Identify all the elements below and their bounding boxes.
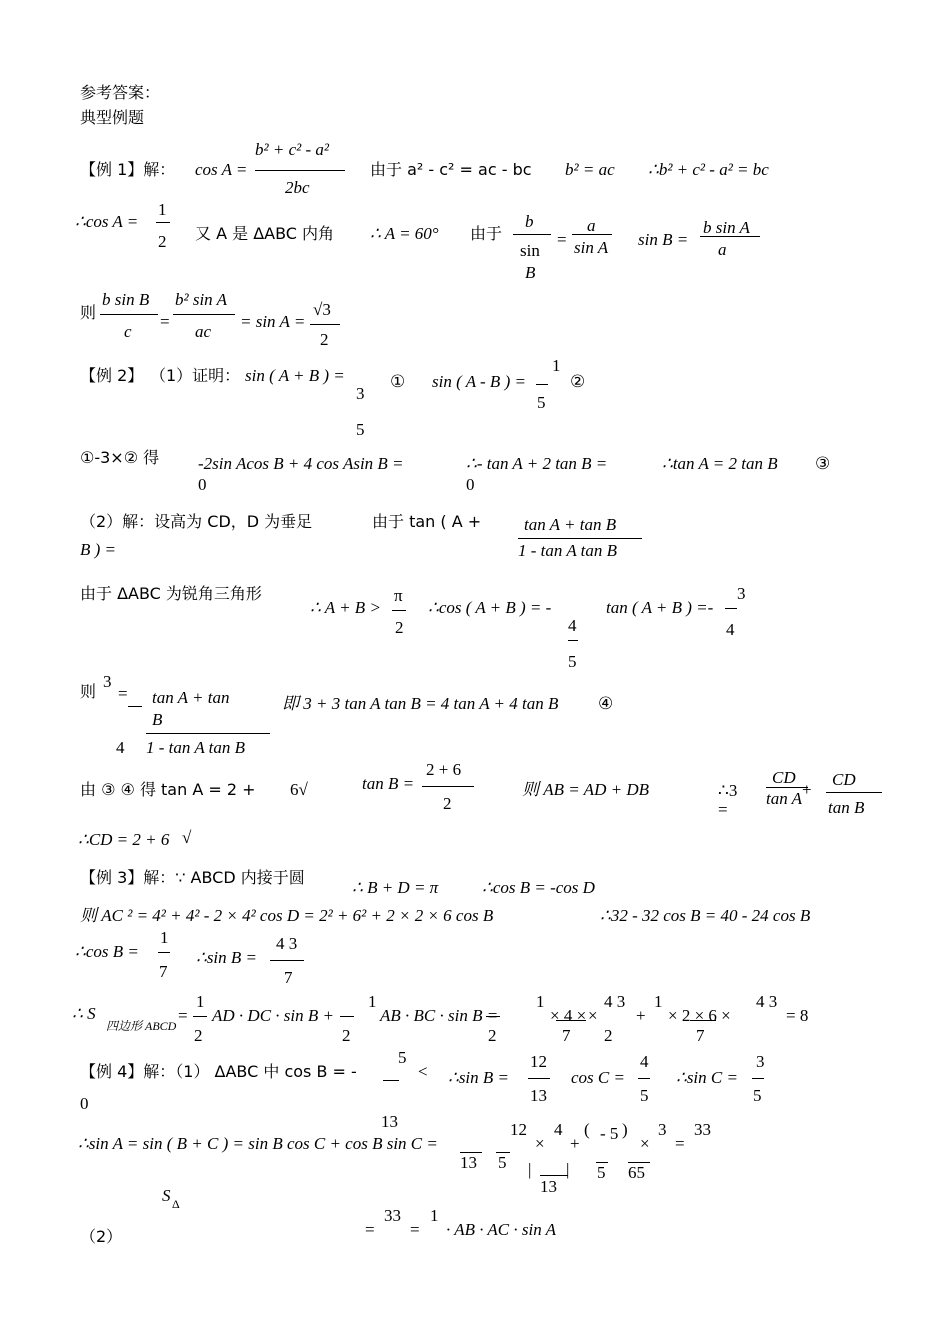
ex1-bsinA: b sin A xyxy=(703,218,750,237)
ex1-sqrt-bar xyxy=(310,324,340,325)
ex4-f4d: 5 xyxy=(597,1163,606,1182)
ex1-eq-sinA: = sin A = xyxy=(240,312,306,331)
ex1-b2sinA: b² sin A xyxy=(175,290,228,309)
ex4-five: 5 xyxy=(398,1048,407,1067)
ex2-plus: + xyxy=(802,780,812,799)
ex4-f3-bar xyxy=(540,1175,568,1176)
ex3-half1-bar xyxy=(193,1016,207,1017)
bracket-lower-right-icon: | xyxy=(566,1160,570,1179)
ex2-circ3: ③ xyxy=(815,454,831,473)
ex1-bsinB: b sin B xyxy=(102,290,150,309)
ex2-deriv: ①-3×② 得 xyxy=(80,448,160,467)
ex2-tanB-num: 2 + 6 xyxy=(426,760,462,779)
ex2-eqm-bar xyxy=(128,706,142,707)
ex3-term2: AB · BC · sin B = xyxy=(380,1006,499,1025)
ex3-result: = 8 xyxy=(786,1006,809,1025)
ex3-half1-den: 2 xyxy=(194,1026,203,1045)
ex4-rd: 65 xyxy=(628,1163,645,1182)
ex4-cosC-num: 4 xyxy=(640,1052,649,1071)
ex4-lt: < xyxy=(418,1062,428,1081)
ex2-zero1: 0 xyxy=(198,475,207,494)
ex1-half-num: 1 xyxy=(158,200,167,219)
ex1-c-den: c xyxy=(124,322,132,341)
ex2-acute: 由于 ΔABC 为锐角三角形 xyxy=(80,584,262,603)
ex3-half2-den: 2 xyxy=(342,1026,351,1045)
ex2-part1: （1）证明： xyxy=(150,366,241,385)
ex4-sinC: ∴sin C = xyxy=(676,1068,738,1087)
ex3-fs-den: 7 xyxy=(562,1026,571,1045)
ex2-tanA: tan A xyxy=(766,789,803,808)
ex4-eqr: = xyxy=(675,1134,685,1153)
ex2-one: 1 xyxy=(552,356,561,375)
ex4-sinB: ∴sin B = xyxy=(448,1068,510,1087)
ex2-pi-den: 2 xyxy=(395,618,404,637)
ex2-tanApB2: tan ( A + B ) =- xyxy=(606,598,714,617)
ex2-six xyxy=(290,780,308,800)
ex4-AB-AC: · AB · AC · sin A xyxy=(446,1220,557,1239)
ex1-sqrt3 xyxy=(313,300,331,320)
ex2-tanfrac-bar xyxy=(146,733,270,734)
ex2-CD2: CD xyxy=(832,770,856,789)
ex4-eq2: = xyxy=(410,1220,420,1239)
ex3-fs-bar xyxy=(556,1020,586,1021)
ex4-sinB-den: 13 xyxy=(530,1086,547,1105)
ex2-eqn2: ∴- tan A + 2 tan B = xyxy=(466,454,608,473)
ex4-f2n: 4 xyxy=(554,1120,563,1139)
ex4-zero: 0 xyxy=(80,1094,89,1113)
ex2-three2-bar xyxy=(725,608,737,609)
ex4-f1n: 12 xyxy=(510,1120,527,1139)
ex3-half3-bar xyxy=(486,1016,500,1017)
ex4-sinC-den: 5 xyxy=(753,1086,762,1105)
ex3-half2-num: 1 xyxy=(368,992,377,1011)
ex3-cosB-val: ∴cos B = xyxy=(75,942,139,961)
ex4-f2d: 5 xyxy=(498,1153,507,1172)
ex3-one-bar xyxy=(158,952,170,953)
sqrt-icon: √ xyxy=(298,780,308,799)
ex1-cosA-val: ∴cos A = xyxy=(75,212,139,231)
ex1-a-den: a xyxy=(718,240,727,259)
ex2-sinAmB: sin ( A - B ) = xyxy=(432,372,526,391)
ex3-half3-num: 1 xyxy=(536,992,545,1011)
answer-title: 参考答案： xyxy=(80,83,161,102)
ex2-then: 则 xyxy=(80,682,97,701)
ex3-sinB-val: ∴sin B = xyxy=(196,948,258,967)
ex3-times4: × 4 × xyxy=(550,1006,587,1025)
ex2-ApB: ∴ A + B > xyxy=(310,598,381,617)
section-subtitle: 典型例题 xyxy=(80,108,145,127)
ex2-CD2-bar xyxy=(826,792,882,793)
ex4-f3n: - 5 xyxy=(600,1124,619,1143)
ex2-four: 4 xyxy=(568,616,577,635)
ex3-eq32: ∴32 - 32 cos B = 40 - 24 cos B xyxy=(600,906,811,925)
ex3-half1-num: 1 xyxy=(196,992,205,1011)
ex1-therefore: ∴b² + c² - a² = bc xyxy=(648,160,769,179)
ex3-sinB-bar xyxy=(270,960,304,961)
ex2-CD1: CD xyxy=(772,768,796,787)
ex2-four-bar xyxy=(568,640,578,641)
ex1-frac-bar xyxy=(255,170,345,171)
ex4-S: S xyxy=(162,1186,171,1205)
ex2-three: 3 xyxy=(356,384,365,403)
ex2-five: 5 xyxy=(356,420,365,439)
ex3-fs2-den: 7 xyxy=(696,1026,705,1045)
ex4-five-bar xyxy=(383,1080,399,1081)
ex3-sinB-den: 7 xyxy=(284,968,293,987)
ex2-cosApB: ∴cos ( A + B ) = - xyxy=(428,598,552,617)
ex1-then: 则 xyxy=(80,303,97,322)
ex4-f4n: 3 xyxy=(658,1120,667,1139)
ex2-therefore3: ∴3 xyxy=(718,781,738,800)
ex2-tanApB: 由于 tan ( A + xyxy=(372,512,482,531)
ex4-thirteen: 13 xyxy=(381,1112,398,1131)
ex4-rn: 33 xyxy=(694,1120,711,1139)
ex1-eq: = xyxy=(557,230,567,249)
ex3-cosB: ∴cos B = -cos D xyxy=(482,878,595,897)
ex4-times1: × xyxy=(535,1134,545,1153)
ex4-f3d: 13 xyxy=(540,1177,557,1196)
ex2-eqn3: ∴tan A = 2 tan B xyxy=(662,454,778,473)
ex1-also: 又 A 是 ΔABC 内角 xyxy=(195,224,335,243)
ex1-ac-den: ac xyxy=(195,322,212,341)
ex3-eqS: = xyxy=(178,1006,188,1025)
ex1-two: 2 xyxy=(320,330,329,349)
ex2-tan-den: 1 - tan A tan B xyxy=(518,541,618,560)
ex3-BD: ∴ B + D = π xyxy=(352,878,439,897)
bracket-lower-left-icon: | xyxy=(528,1160,532,1179)
ex1-sinB-den1: sin xyxy=(520,241,540,260)
bracket-open-icon: ( xyxy=(584,1120,590,1139)
ex2-tanB-den: 2 xyxy=(443,794,452,813)
ex3-times2: × 2 × 6 × xyxy=(668,1006,731,1025)
ex2-tanfrac-num2: B xyxy=(152,710,163,729)
ex2-three2: 3 xyxy=(737,584,746,603)
bracket-close-icon: ) xyxy=(622,1120,628,1139)
ex2-ie: 即 3 + 3 tan A tan B = 4 tan A + 4 tan B xyxy=(282,694,559,713)
ex2-tan-num: tan A + tan B xyxy=(524,515,617,534)
ex4-half: 1 xyxy=(430,1206,439,1225)
ex4-cosC-bar xyxy=(638,1078,650,1079)
ex2-five2: 5 xyxy=(537,393,546,412)
ex2-one-bar xyxy=(536,384,548,385)
ex1-A60: ∴ A = 60° xyxy=(370,224,439,243)
ex3-half3-den: 2 xyxy=(488,1026,497,1045)
ex3-S: ∴ S xyxy=(72,1004,96,1023)
ex3-S-sub: 四边形 ABCD xyxy=(106,1019,177,1033)
ex4-Sdelta: Δ xyxy=(172,1197,180,1211)
ex2-from34: 由 ③ ④ 得 tan A = 2 + xyxy=(80,780,256,799)
ex3-plus-half-den: 2 xyxy=(604,1026,613,1045)
ex2-eqn1: -2sin Acos B + 4 cos Asin B = xyxy=(198,454,404,473)
ex2-tanfrac-num1: tan A + tan xyxy=(152,688,230,707)
ex1-cosA: cos A = xyxy=(195,160,248,179)
ex4-S33: 33 xyxy=(384,1206,401,1225)
ex2-pi-bar xyxy=(392,610,406,611)
ex2-pi: π xyxy=(394,586,403,605)
ex4-label: 【例 4】解：（1） ΔABC 中 cos B = - xyxy=(80,1062,357,1081)
ex4-cosC-den: 5 xyxy=(640,1086,649,1105)
ex2-eq3: = xyxy=(718,800,728,819)
ex2-six-val: 6 xyxy=(290,780,299,799)
ex3-one: 1 xyxy=(160,928,169,947)
ex2-tanB-bar xyxy=(422,786,474,787)
ex1-sinA: sin A xyxy=(574,238,609,257)
ex2-tanfrac-den: 1 - tan A tan B xyxy=(146,738,246,757)
ex2-B-close: B ) = xyxy=(80,540,117,559)
ex1-frac-num: b² + c² - a² xyxy=(255,140,329,159)
ex1-bsinA-bar xyxy=(700,236,760,237)
ex3-seven: 7 xyxy=(159,962,168,981)
ex3-times-b: × xyxy=(588,1006,598,1025)
ex2-four2: 4 xyxy=(726,620,735,639)
ex2-label: 【例 2】 xyxy=(80,366,144,385)
ex1-frac-b-bar xyxy=(513,234,551,235)
ex2-circ1: ① xyxy=(390,372,406,391)
ex1-frac-a-bar xyxy=(572,234,612,235)
ex1-frac-a: a xyxy=(587,216,596,235)
ex1-b2: b² = ac xyxy=(565,160,615,179)
ex4-times2: × xyxy=(640,1134,650,1153)
sqrt-icon: √ xyxy=(182,828,192,847)
ex1-sqrt3-val: 3 xyxy=(322,300,331,319)
ex3-AC: 则 AC ² = 4² + 4² - 2 × 4² cos D = 2² + 6² + 2 × 2 × 6 cos B xyxy=(80,906,494,925)
ex2-tanB: tan B = xyxy=(362,774,415,793)
ex1-label: 【例 1】解： xyxy=(80,160,176,179)
ex2-eqm: = xyxy=(118,684,128,703)
ex4-plus: + xyxy=(570,1134,580,1153)
ex2-CDval: ∴CD = 2 + 6 xyxy=(78,830,170,849)
ex1-given: 由于 a² - c² = ac - bc xyxy=(370,160,532,179)
ex2-AB: 则 AB = AD + DB xyxy=(522,780,649,799)
ex2-part2: （2）解：设高为 CD，D 为垂足 xyxy=(80,512,313,531)
ex2-four3: 4 xyxy=(116,738,125,757)
ex4-sinC-num: 3 xyxy=(756,1052,765,1071)
ex3-label: 【例 3】解：∵ ABCD 内接于圆 xyxy=(80,868,305,887)
ex4-cosC: cos C = xyxy=(571,1068,625,1087)
ex2-circ4: ④ xyxy=(598,694,614,713)
ex2-tan-bar xyxy=(518,538,642,539)
ex1-since: 由于 xyxy=(470,224,503,243)
ex1-half-bar xyxy=(156,222,170,223)
ex2-zero2: 0 xyxy=(466,475,475,494)
ex4-sinC-bar xyxy=(752,1078,764,1079)
ex4-sinB-bar xyxy=(528,1078,550,1079)
ex3-plus-half-num: 1 xyxy=(654,992,663,1011)
sqrt-icon: √ xyxy=(313,300,323,319)
ex1-eq2: = xyxy=(160,312,170,331)
ex1-b2sinA-bar xyxy=(173,314,235,315)
ex3-fs2-bar xyxy=(690,1020,716,1021)
ex3-sinB-num: 4 3 xyxy=(276,934,298,953)
ex3-term1: AD · DC · sin B + xyxy=(212,1006,334,1025)
ex2-sinApB: sin ( A + B ) = xyxy=(245,366,345,385)
ex1-half-den: 2 xyxy=(158,232,167,251)
ex3-half2-bar xyxy=(340,1016,354,1017)
ex2-tanB2: tan B xyxy=(828,798,865,817)
ex1-sinB-den2: B xyxy=(525,263,536,282)
ex3-plus: + xyxy=(636,1006,646,1025)
ex1-bsinB-bar xyxy=(100,314,158,315)
ex3-fs-num: 4 3 xyxy=(604,992,626,1011)
ex3-fs2-num: 4 3 xyxy=(756,992,778,1011)
ex1-frac-den: 2bc xyxy=(285,178,310,197)
ex1-sinB-eq: sin B = xyxy=(638,230,689,249)
ex4-sinA: ∴sin A = sin ( B + C ) = sin B cos C + cos B sin C = xyxy=(78,1134,438,1153)
ex2-circ2: ② xyxy=(570,372,586,391)
ex1-frac-b: b xyxy=(525,212,534,231)
ex4-f1d: 13 xyxy=(460,1153,477,1172)
ex4-part2: （2） xyxy=(80,1227,123,1246)
ex2-three3: 3 xyxy=(103,672,112,691)
ex4-sinB-num: 12 xyxy=(530,1052,547,1071)
ex2-five3: 5 xyxy=(568,652,577,671)
ex4-eqS: = xyxy=(365,1220,375,1239)
